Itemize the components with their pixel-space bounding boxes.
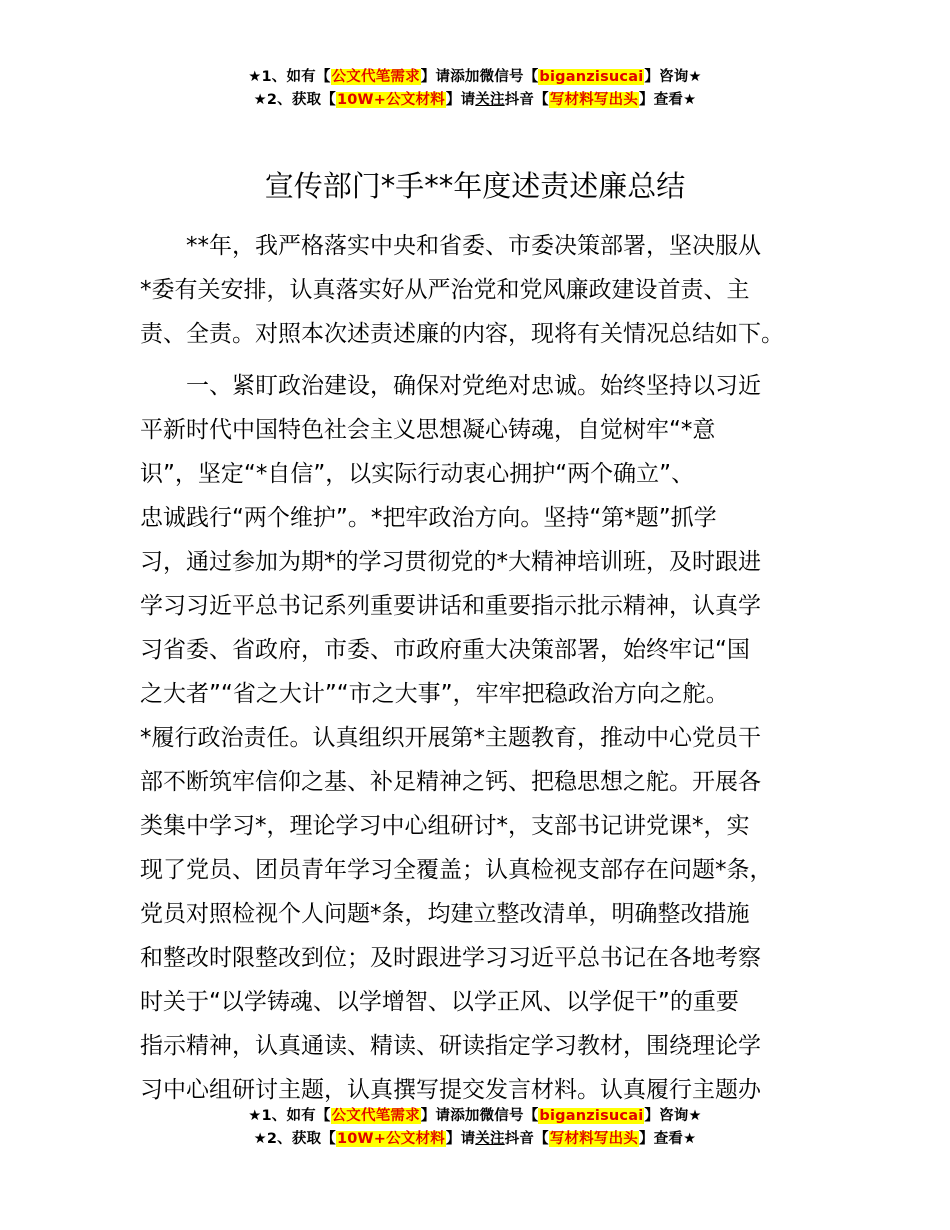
banner-emphasis: 关注: [475, 1131, 505, 1147]
paragraph-line: 和整改时限整改到位；及时跟进学习习近平总书记在各地考察: [140, 945, 761, 971]
banner-highlight: 写材料写出头: [549, 1131, 639, 1147]
banner-emphasis: 添加: [450, 1108, 480, 1124]
banner-highlight: 公文代笔需求: [331, 1108, 420, 1124]
banner-text: 】请: [420, 1108, 451, 1124]
banner-highlight: 10W+公文材料: [336, 1131, 445, 1147]
banner-text: 】咨询★: [644, 1108, 702, 1124]
paragraph-line: 习中心组研讨主题，认真撰写提交发言材料。认真履行主题办: [140, 1077, 761, 1103]
paragraph-line: 平新时代中国特色社会主义思想凝心铸魂，自觉树牢“*意: [140, 417, 716, 443]
banner-emphasis: 关注: [475, 92, 505, 108]
paragraph-line: 责、全责。对照本次述责述廉的内容，现将有关情况总结如下。: [140, 321, 784, 347]
paragraph-section-1: [140, 364, 820, 1112]
banner-line-2: [0, 1128, 950, 1151]
banner-highlight: 10W+公文材料: [336, 92, 445, 108]
paragraph-line: **年，我严格落实中央和省委、市委决策部署，坚决服从: [186, 233, 761, 259]
paragraph-line: 学习习近平总书记系列重要讲话和重要指示批示精神，认真学: [140, 593, 761, 619]
banner-line-1: [0, 1105, 950, 1128]
document-title: 宣传部门*手**年度述责述廉总结: [264, 169, 686, 203]
footer-banner: [0, 1105, 950, 1151]
paragraph-line: 忠诚践行“两个维护”。*把牢政治方向。坚持“第*题”抓学: [140, 505, 717, 531]
paragraph-line: 部不断筑牢信仰之基、补足精神之钙、把稳思想之舵。开展各: [140, 769, 761, 795]
paragraph-line: 习，通过参加为期*的学习贯彻党的*大精神培训班，及时跟进: [140, 549, 761, 575]
paragraph-line: 党员对照检视个人问题*条，均建立整改清单，明确整改措施: [140, 901, 750, 927]
banner-text: 微信号【: [479, 1108, 539, 1124]
paragraph-line: 习省委、省政府，市委、市政府重大决策部署，始终牢记“国: [140, 637, 750, 663]
paragraph-line: 一、紧盯政治建设，确保对党绝对忠诚。始终坚持以习近: [186, 373, 761, 399]
header-banner: [0, 66, 950, 112]
banner-text: 】请: [445, 1131, 476, 1147]
banner-text: 】查看★: [639, 1131, 697, 1147]
banner-text: ★2、获取【: [253, 1131, 336, 1147]
paragraph-line: 指示精神，认真通读、精读、研读指定学习教材，围绕理论学: [140, 1033, 761, 1059]
paragraph-line: *委有关安排，认真落实好从严治党和党风廉政建设首责、主: [140, 277, 750, 303]
banner-text: 】请: [420, 69, 451, 85]
banner-text: 抖音【: [504, 1131, 549, 1147]
banner-emphasis: 添加: [450, 69, 480, 85]
paragraph-line: 之大者”“省之大计”“市之大事”，牢牢把稳政治方向之舵。: [140, 681, 729, 707]
paragraph-line: 类集中学习*，理论学习中心组研讨*，支部书记讲党课*，实: [140, 813, 750, 839]
banner-highlight: 写材料写出头: [549, 92, 639, 108]
paragraph-intro: [140, 224, 820, 356]
paragraph-line: 现了党员、团员青年学习全覆盖；认真检视支部存在问题*条，: [140, 857, 773, 883]
banner-text: ★1、如有【: [248, 1108, 331, 1124]
banner-line-1: [0, 66, 950, 89]
banner-line-2: [0, 89, 950, 112]
banner-text: ★2、获取【: [253, 92, 336, 108]
paragraph-line: 识”，坚定“*自信”，以实际行动衷心拥护“两个确立”、: [140, 461, 695, 487]
banner-highlight: biganzisucai: [539, 69, 644, 85]
banner-text: 】咨询★: [644, 69, 702, 85]
banner-highlight: biganzisucai: [539, 1108, 644, 1124]
banner-text: 微信号【: [479, 69, 539, 85]
banner-highlight: 公文代笔需求: [331, 69, 420, 85]
banner-text: 】请: [445, 92, 476, 108]
banner-text: ★1、如有【: [248, 69, 331, 85]
banner-text: 抖音【: [504, 92, 549, 108]
paragraph-line: *履行政治责任。认真组织开展第*主题教育，推动中心党员干: [140, 725, 761, 751]
banner-text: 】查看★: [639, 92, 697, 108]
paragraph-line: 时关于“以学铸魂、以学增智、以学正风、以学促干”的重要: [140, 989, 739, 1015]
